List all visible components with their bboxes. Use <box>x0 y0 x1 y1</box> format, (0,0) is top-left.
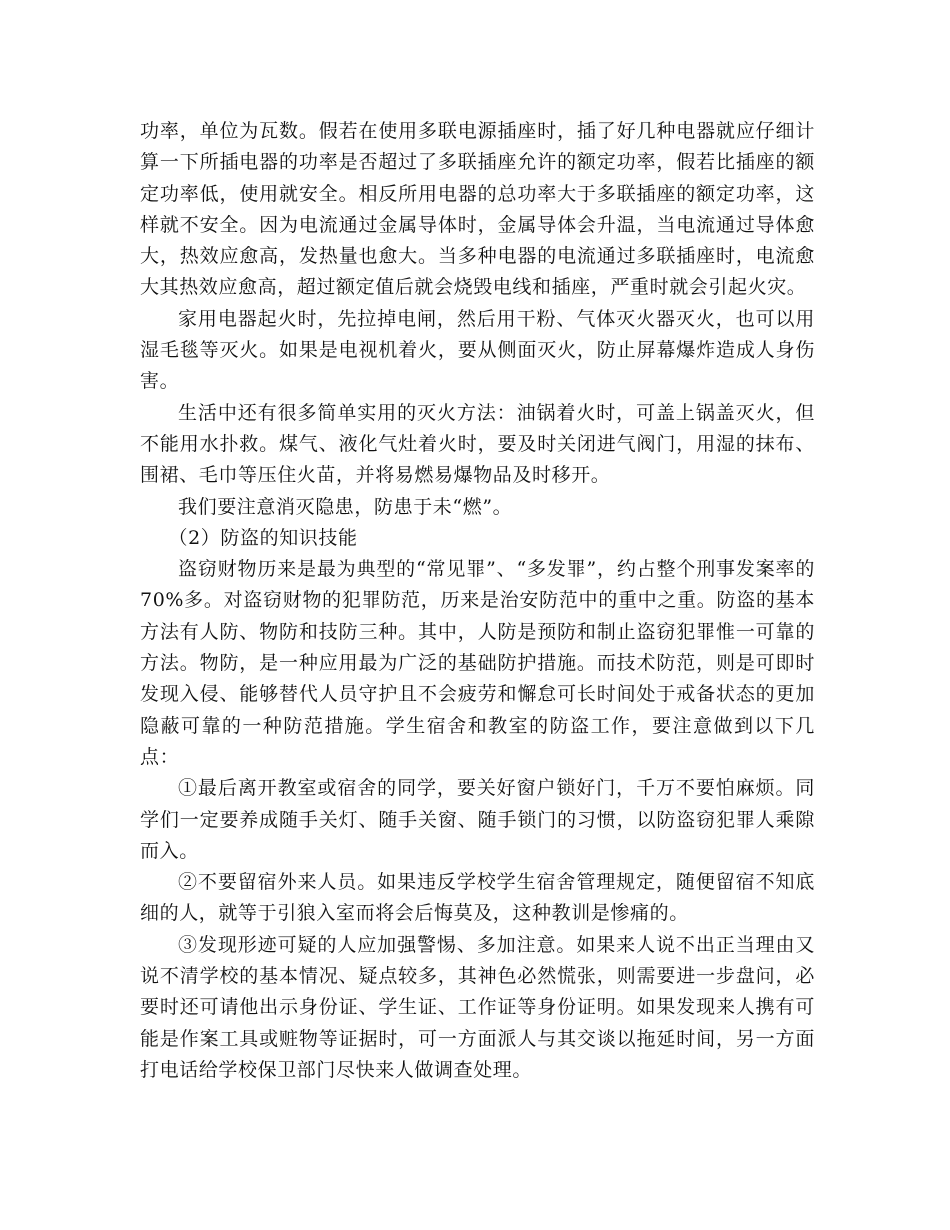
section-heading-theft-prevention: （2）防盗的知识技能 <box>168 526 358 549</box>
paragraph-theft-overview: 盗窃财物历来是最为典型的“常见罪”、“多发罪”，约占整个刑事发案率的70%多。对盗窃财物的犯罪防范，历来是治安防范中的重中之重。防盗的基本方法有人防、物防和技防三种。其中，人防是预防和制止盗窃犯罪惟一可靠的方法。物防，是一种应用最为广泛的基础防护措施。而技术防范，则是可即时发现入侵、能够替代人员守护且不会疲劳和懈怠可长时间处于戒备状态的更加隐蔽可靠的一种防范措施。学生宿舍和教室的防盗工作，要注意做到以下几点： <box>140 558 815 768</box>
paragraph-lock-doors: ①最后离开教室或宿舍的同学，要关好窗户锁好门，千万不要怕麻烦。同学们一定要养成随手关灯、随手关窗、随手锁门的习惯，以防盗窃犯罪人乘隙而入。 <box>140 777 815 862</box>
paragraph-suspicious-persons: ③发现形迹可疑的人应加强警惕、多加注意。如果来人说不出正当理由又说不清学校的基本情况、疑点较多，其神色必然慌张，则需要进一步盘问，必要时还可请他出示身份证、学生证、工作证等身份证明。如果发现来人携有可能是作案工具或赃物等证据时，可一方面派人与其交谈以拖延时间，另一方面打电话给学校保卫部门尽快来人做调查处理。 <box>140 933 815 1081</box>
paragraph-extinguish-methods: 生活中还有很多简单实用的灭火方法：油锅着火时，可盖上锅盖灭火，但不能用水扑救。煤气、液化气灶着火时，要及时关闭进气阀门，用湿的抹布、围裙、毛巾等压住火苗，并将易燃易爆物品及时移开。 <box>140 401 815 487</box>
document-body <box>140 116 815 1086</box>
paragraph-appliance-fire: 家用电器起火时，先拉掉电闸，然后用干粉、气体灭火器灭火，也可以用湿毛毯等灭火。如果是电视机着火，要从侧面灭火，防止屏幕爆炸造成人身伤害。 <box>140 307 815 393</box>
paragraph-prevent-hazards: 我们要注意消灭隐患，防患于未“燃”。 <box>178 495 513 518</box>
paragraph-electric-power: 功率，单位为瓦数。假若在使用多联电源插座时，插了好几种电器就应仔细计算一下所插电器的功率是否超过了多联插座允许的额定功率，假若比插座的额定功率低，使用就安全。相反所用电器的总功率大于多联插座的额定功率，这样就不安全。因为电流通过金属导体时，金属导体会升温，当电流通过导体愈大，热效应愈高，发热量也愈大。当多种电器的电流通过多联插座时，电流愈大其热效应愈高，超过额定值后就会烧毁电线和插座，严重时就会引起火灾。 <box>140 120 815 299</box>
paragraph-no-outsiders: ②不要留宿外来人员。如果违反学校学生宿舍管理规定，随便留宿不知底细的人，就等于引狼入室而将会后悔莫及，这种教训是惨痛的。 <box>140 871 815 925</box>
